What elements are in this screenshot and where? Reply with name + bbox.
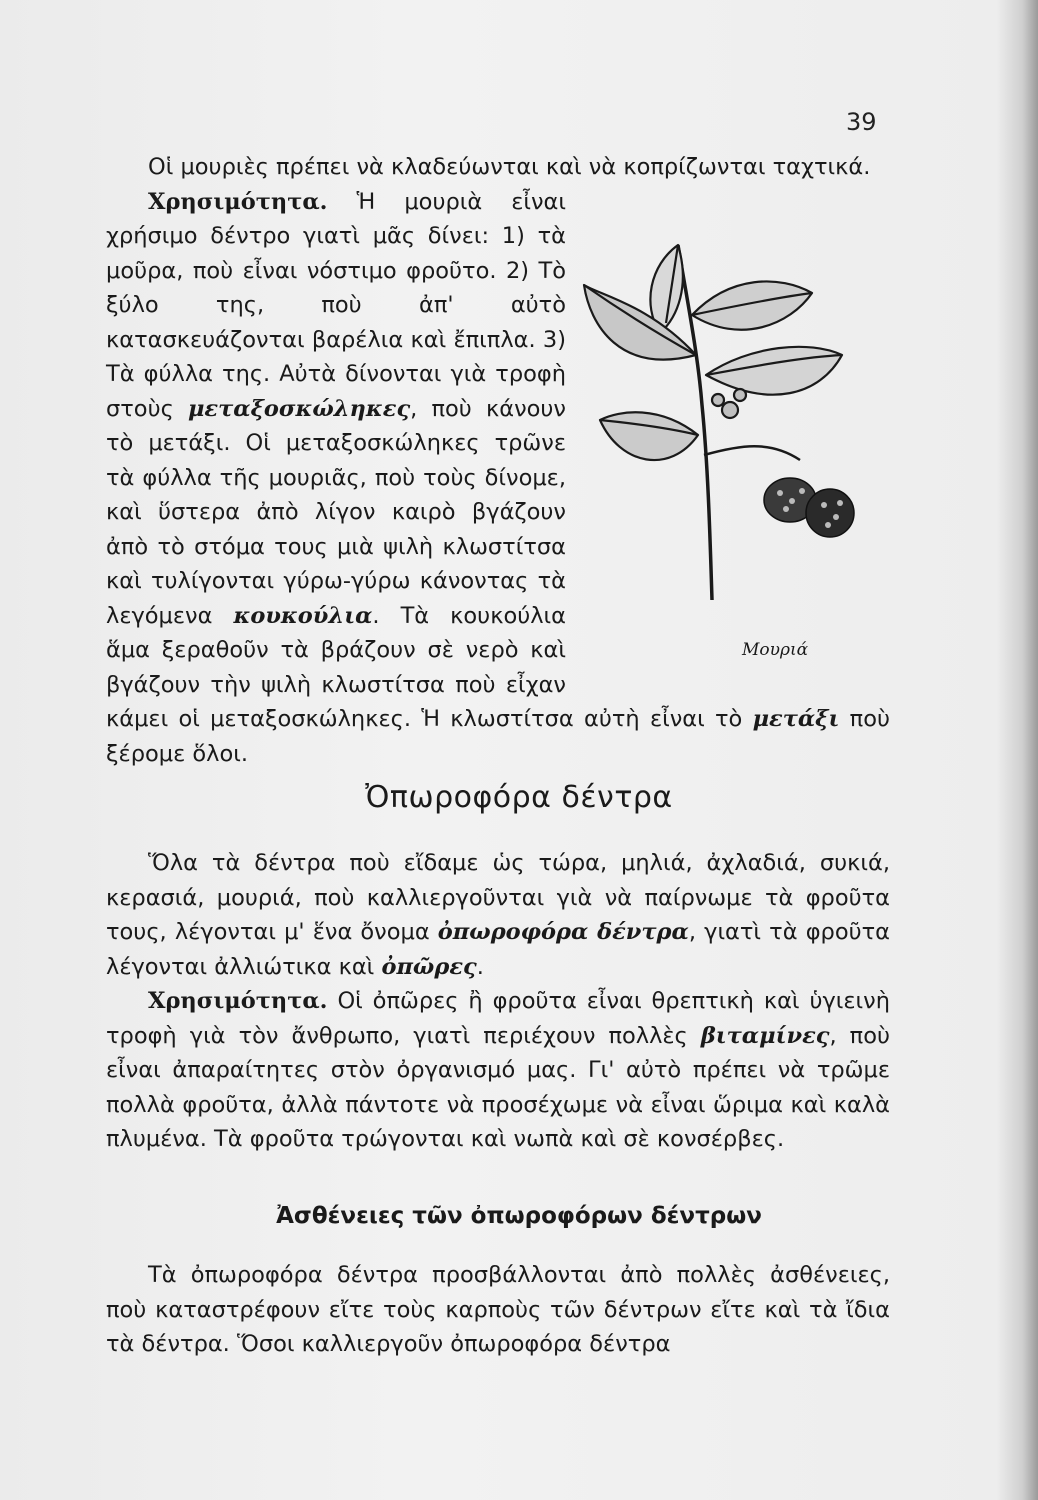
heading-diseases: Ἀσθένειες τῶν ὀπωροφόρων δέντρων (276, 1203, 762, 1229)
figure-caption: Μουριά (742, 639, 809, 660)
term-vitamins: βιταμίνες (700, 1022, 830, 1049)
term-fruit-trees: ὀπωροφόρα δέντρα (437, 919, 689, 945)
usefulness-label: Χρησιμότητα. (148, 188, 328, 215)
section-mulberry (106, 150, 890, 771)
usefulness-label-2: Χρησιμότητα. (148, 988, 328, 1014)
mulberry-fruits-icon (764, 478, 854, 537)
paragraph-usefulness-fruits: Χρησιμότητα. Οἱ ὀπῶρες ἢ φροῦτα εἶναι θρεπτικὴ καὶ ὑγιεινὴ τροφὴ γιὰ τὸν ἄνθρωπο, γιατὶ περιέχουν πολλὲς βιταμίνες, ποὺ εἶναι ἀπαραίτητες στὸν ὀργανισμό μας. Γι' αὐτὸ πρέπει νὰ τρῶμε πολλὰ φροῦτα, ἀλλὰ πάντοτε νὰ προσέχωμε νὰ εἶναι ὥριμα καὶ καλὰ πλυμένα. Τὰ φροῦτα τρώγονται καὶ νωπὰ καὶ σὲ κονσέρβες. (106, 988, 890, 1152)
term-cocoons: κουκούλια (233, 602, 373, 629)
paragraph-diseases: Τὰ ὀπωροφόρα δέντρα προσβάλλονται ἀπὸ πολλὲς ἀσθένειες, ποὺ καταστρέφουν εἴτε τοὺς καρποὺς τῶν δέντρων εἴτε καὶ τὰ ἴδια τὰ δέντρα. Ὅσοι καλλιεργοῦν ὀπωροφόρα δέντρα (106, 1262, 890, 1357)
heading-fruit-trees: Ὀπωροφόρα δέντρα (365, 780, 673, 815)
mulberry-branch-illustration (580, 205, 880, 625)
section-diseases (106, 1258, 890, 1362)
term-silk: μετάξι (752, 706, 840, 732)
paragraph-usefulness-mulberry: Μουριά Χρησιμότητα. Ἡ μουριὰ εἶναι χρήσιμο δέντρο γιατὶ μᾶς δίνει: 1) τὰ μοῦρα, ποὺ εἶναι νόστιμο φροῦτο. 2) Τὸ ξύλο της, ποὺ ἀπ' αὐτὸ κατασκευάζονται βαρέλια καὶ ἔπιπλα. 3) Τὰ φύλλα της. Αὐτὰ δίνονται γιὰ τροφὴ στοὺς μεταξοσκώληκες, ποὺ κάνουν τὸ μετάξι. Οἱ μεταξοσκώληκες τρῶνε τὰ φύλλα τῆς μουριᾶς, ποὺ τοὺς δίνομε, καὶ ὕστερα ἀπὸ λίγον καιρὸ βγάζουν ἀπὸ τὸ στόμα τους μιὰ ψιλὴ κλωστίτσα καὶ τυλίγονται γύρω-γύρω κάνοντας τὰ λεγόμενα κουκούλια. Τὰ κουκούλια ἅμα ξεραθοῦν τὰ βράζουν σὲ νερὸ καὶ βγάζουν τὴν ψιλὴ κλωστίτσα ποὺ εἶχαν κάμει οἱ μεταξοσκώληκες. Ἡ κλωστίτσα αὐτὴ εἶναι τὸ μετάξι ποὺ ξέρομε ὅλοι. (106, 185, 890, 772)
term-fruits: ὀπῶρες (381, 953, 477, 980)
paragraph-pruning: Οἱ μουριὲς πρέπει νὰ κλαδεύωνται καὶ νὰ κοπρίζωνται ταχτικά. (148, 154, 871, 180)
mulberry-figure (580, 185, 890, 680)
paragraph-fruit-trees-definition: Ὅλα τὰ δέντρα ποὺ εἴδαμε ὡς τώρα, μηλιά, ἀχλαδιά, συκιά, κερασιά, μουριά, ποὺ καλλιεργοῦνται γιὰ νὰ παίρνωμε τὰ φροῦτα τους, λέγονται μ' ἕνα ὄνομα ὀπωροφόρα δέντρα, γιατὶ τὰ φροῦτα λέγονται ἀλλιώτικα καὶ ὀπῶρες. (106, 850, 890, 980)
section-fruit-trees (106, 846, 890, 1157)
page-number: 39 (846, 108, 877, 136)
term-silkworms: μεταξοσκώληκες (187, 395, 411, 422)
